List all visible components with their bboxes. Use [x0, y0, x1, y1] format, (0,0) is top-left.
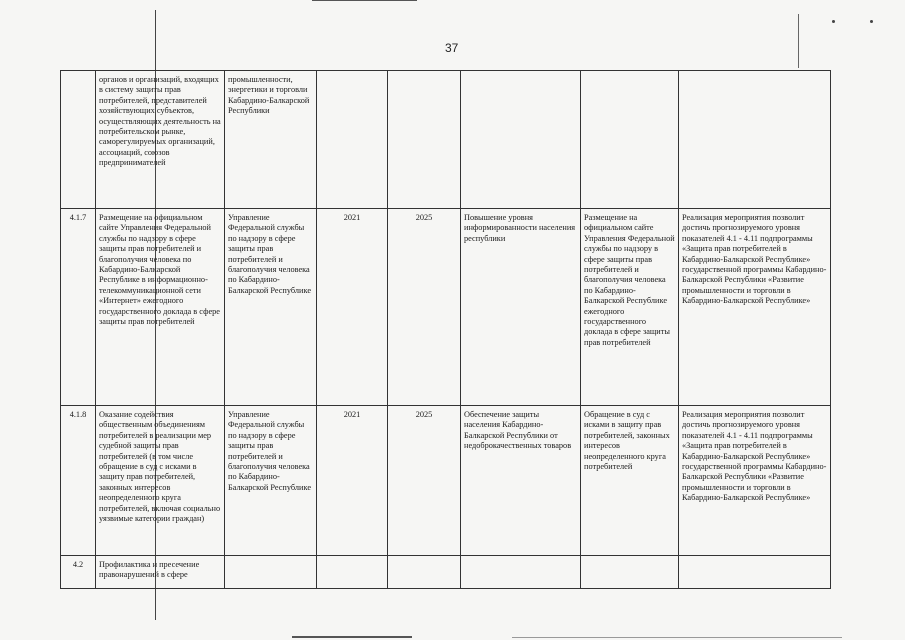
- table-row: [61, 406, 831, 556]
- expected-result: Обеспечение защиты населения Кабардино-Балкарской Республики от недоброкачественных товаров: [461, 406, 581, 556]
- scan-line-bottom-right: [512, 637, 842, 638]
- expected-result: [461, 556, 581, 589]
- main-content: Размещение на официальном сайте Управления Федеральной службы по надзору в сфере защиты прав потребителей и благополучия человека по Кабардино-Балкарской Республике ежегодного государственного доклада в сфере защиты прав потребителей: [581, 209, 679, 406]
- end-year: [388, 556, 461, 589]
- end-year: 2025: [388, 209, 461, 406]
- program-table: [60, 70, 831, 589]
- scan-line-vertical-right: [798, 14, 799, 68]
- start-year: 2021: [317, 406, 388, 556]
- executor: Управление Федеральной службы по надзору в сфере защиты прав потребителей и благополучия человека по Кабардино-Балкарской Республике: [225, 406, 317, 556]
- main-content: Обращение в суд с исками в защиту прав потребителей, законных интересов неопределенного круга потребителей: [581, 406, 679, 556]
- start-year: [317, 556, 388, 589]
- scan-dot: [832, 20, 835, 23]
- scan-line-top: [312, 0, 417, 1]
- measure-name: органов и организаций, входящих в систему защиты прав потребителей, представителей хозяйствующих субъектов, осуществляющих деятельность на потребительском рынке, саморегулируемых организаций, ассоциаций, союзов предпринимателей: [96, 71, 225, 209]
- measure-name: Оказание содействия общественным объединениям потребителей в реализации мер судебной защиты прав потребителей (в том числе обращение в суд с исками в защиту прав потребителей, законных интересов неопределенного круга потребителей, включая социально уязвимые категории граждан): [96, 406, 225, 556]
- end-year: 2025: [388, 406, 461, 556]
- main-content: [581, 556, 679, 589]
- start-year: [317, 71, 388, 209]
- scan-dot: [870, 20, 873, 23]
- executor: [225, 556, 317, 589]
- measure-name: Профилактика и пресечение правонарушений в сфере: [96, 556, 225, 589]
- indicator-link: Реализация мероприятия позволит достичь прогнозируемого уровня показателей 4.1 - 4.11 подпрограммы «Защита прав потребителей в Кабардино-Балкарской Республике» государственной программы Кабардино-Балкарской Республики «Развитие промышленности и торговли в Кабардино-Балкарской Республике»: [679, 406, 831, 556]
- table-row: [61, 556, 831, 589]
- indicator-link: [679, 556, 831, 589]
- measure-name: Размещение на официальном сайте Управления Федеральной службы по надзору в сфере защиты прав потребителей и благополучия человека по Кабардино-Балкарской Республике в информационно-телекоммуникационной сети «Интернет» ежегодного государственного доклада в сфере защиты прав потребителей: [96, 209, 225, 406]
- expected-result: [461, 71, 581, 209]
- row-number: [61, 71, 96, 209]
- page-number: 37: [445, 41, 459, 55]
- table-row: [61, 71, 831, 209]
- scan-line-bottom: [292, 636, 412, 638]
- row-number: 4.1.7: [61, 209, 96, 406]
- table-row: [61, 209, 831, 406]
- indicator-link: [679, 71, 831, 209]
- executor: промышленности, энергетики и торговли Кабардино-Балкарской Республики: [225, 71, 317, 209]
- main-content: [581, 71, 679, 209]
- indicator-link: Реализация мероприятия позволит достичь прогнозируемого уровня показателей 4.1 - 4.11 подпрограммы «Защита прав потребителей в Кабардино-Балкарской Республике» государственной программы Кабардино-Балкарской Республики «Развитие промышленности и торговли в Кабардино-Балкарской Республике»: [679, 209, 831, 406]
- executor: Управление Федеральной службы по надзору в сфере защиты прав потребителей и благополучия человека по Кабардино-Балкарской Республике: [225, 209, 317, 406]
- start-year: 2021: [317, 209, 388, 406]
- expected-result: Повышение уровня информированности населения республики: [461, 209, 581, 406]
- row-number: 4.2: [61, 556, 96, 589]
- row-number: 4.1.8: [61, 406, 96, 556]
- end-year: [388, 71, 461, 209]
